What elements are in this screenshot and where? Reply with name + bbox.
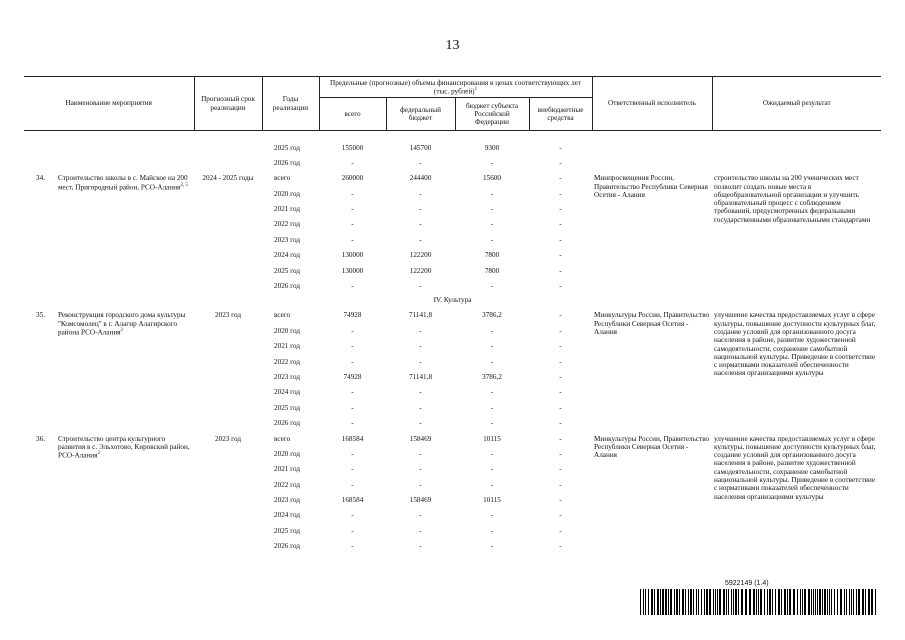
total-cell: - [351,357,354,366]
year-cell: 2021 год [274,465,300,474]
year-cell: 2022 год [274,480,300,489]
header-executor: Ответственный исполнитель [592,77,712,131]
project-result: улучшение качества предоставляемых услуг в сфере культуры, повышение доступности культурных благ, создание условий для организованного досуга населения в районе, развитие художественной самодеятельности, сохранение самобытной национальной культуры. Приведение в соответствие с нормативами показателей обеспеченности населения организациями культуры [714,434,876,501]
project-number: 35. [36,311,45,320]
extra-cell: - [559,449,562,458]
regional-cell: - [490,465,494,474]
regional-cell: 15600 [483,174,501,183]
table-row [24,432,881,447]
total-cell: - [351,158,354,167]
year-cell: 2021 год [274,342,300,351]
total-cell: - [351,220,354,229]
federal-cell: 122200 [409,266,432,275]
header-federal: федеральный бюджет [386,98,455,131]
regional-cell: 10115 [483,434,501,443]
project-result: улучшение качества предоставляемых услуг в сфере культуры, повышение доступности культурных благ, создание условий для организованного досуга населения в районе, развитие художественной самодеятельности, сохранение самобытной национальной культуры. Приведение в соответствие с нормативами показателей обеспеченности населения организациями культуры [714,311,876,378]
year-cell: 2024 год [274,388,300,397]
regional-cell: - [490,511,494,520]
regional-cell: - [490,449,494,458]
year-cell: 2024 год [274,511,300,520]
project-executor: Минпросвещения России, Правительство Республики Северная Осетия - Алания [594,174,708,199]
year-cell: 2026 год [274,419,300,428]
project-name-text: Строительство центра культурного развития в с. Эльхотово, Кировский район, РСО-Алания [58,434,190,460]
extra-cell: - [559,235,562,244]
project-number: 36. [36,434,45,443]
federal-cell: - [419,465,422,474]
year-cell: 2026 год [274,158,300,167]
year-cell: 2025 год [274,403,300,412]
total-cell: - [351,205,354,214]
extra-cell: - [559,174,562,183]
total-cell: 168584 [341,496,364,505]
federal-cell: - [419,403,422,412]
year-cell: 2025 год [274,526,300,535]
year-cell: 2023 год [274,235,300,244]
regional-cell: - [490,342,494,351]
year-cell: 2023 год [274,372,300,381]
year-cell: всего [274,434,291,443]
total-cell: - [351,189,354,198]
table-body [24,131,881,555]
regional-cell: - [490,235,494,244]
year-cell: 2026 год [274,282,300,291]
project-number: 34. [36,174,45,183]
total-cell: - [351,542,354,551]
extra-cell: - [559,542,562,551]
total-cell: 130000 [341,266,364,275]
total-cell: - [351,449,354,458]
total-cell: - [351,403,354,412]
section-row [24,294,881,308]
federal-cell: - [419,357,422,366]
header-total: всего [319,98,386,131]
header-name: Наименование мероприятия [24,77,194,131]
regional-cell: - [490,480,494,489]
regional-cell: - [490,158,494,167]
extra-cell: - [559,419,562,428]
project-executor: Минкультуры России, Правительство Республики Северная Осетия - Алания [594,311,710,336]
year-cell: 2025 год [274,143,300,152]
extra-cell: - [559,388,562,397]
extra-cell: - [559,511,562,520]
extra-cell: - [559,465,562,474]
project-name-text: Реконструкция городского дома культуры "Комсомолец" в г. Алагир Алагирского района РСО-Алания [58,311,186,337]
regional-cell: 10115 [483,496,501,505]
year-cell: 2022 год [274,357,300,366]
federal-cell: 244400 [409,174,432,183]
federal-cell: 71141,8 [408,311,433,320]
regional-cell: 3786,2 [482,311,502,320]
regional-cell: - [490,388,494,397]
extra-cell: - [559,311,562,320]
year-cell: 2021 год [274,205,300,214]
project-name-cell [24,171,194,294]
regional-cell: - [490,205,494,214]
federal-cell: - [419,282,422,291]
total-cell: - [351,388,354,397]
federal-cell: - [419,480,422,489]
project-name [58,174,190,191]
total-cell: - [351,511,354,520]
extra-cell: - [559,143,562,152]
extra-cell: - [559,496,562,505]
header-funding [319,77,592,98]
regional-cell: - [490,326,494,335]
header-funding-text: Предельные (прогнозные) объемы финансирования в ценах соответствующих лет (тыс. рублей) [330,78,581,96]
year-cell: всего [274,311,291,320]
federal-cell: 145700 [409,143,432,152]
extra-cell: - [559,282,562,291]
table-row [24,171,881,186]
project-executor: Минкультуры России, Правительство Республики Северная Осетия - Алания [594,434,710,460]
year-cell: 2023 год [274,496,300,505]
year-cell: 2026 год [274,542,300,551]
barcode-icon [640,589,880,615]
total-cell: 260000 [341,174,364,183]
extra-cell: - [559,403,562,412]
total-cell: 130000 [341,251,364,260]
federal-cell: - [419,511,422,520]
regional-cell: - [490,282,494,291]
total-cell: - [351,465,354,474]
project-name-cell [24,308,194,431]
extra-cell: - [559,220,562,229]
federal-cell: - [419,220,422,229]
extra-cell: - [559,372,562,381]
regional-cell: - [490,403,494,412]
year-cell: 2020 год [274,326,300,335]
federal-cell: 158469 [409,434,432,443]
extra-cell: - [559,326,562,335]
year-cell: всего [274,174,291,183]
total-cell: - [351,326,354,335]
total-cell: 74928 [343,311,362,320]
extra-cell: - [559,480,562,489]
header-years: Годы реализации [262,77,319,131]
year-cell: 2020 год [274,449,300,458]
regional-cell: 3786,2 [482,372,502,381]
regional-cell: 9300 [484,143,500,152]
extra-cell: - [559,158,562,167]
extra-cell: - [559,357,562,366]
project-term: 2024 - 2025 годы [202,174,254,183]
extra-cell: - [559,526,562,535]
project-term: 2023 год [215,311,241,320]
project-footnote: 2 [120,327,123,333]
total-cell: - [351,526,354,535]
total-cell: - [351,342,354,351]
page-number: 13 [445,38,460,53]
extra-cell: - [559,189,562,198]
regional-cell: - [490,189,494,198]
table-header [24,77,881,131]
federal-cell: - [419,542,422,551]
project-name [58,311,190,336]
extra-cell: - [559,266,562,275]
project-footnote: 2, 5 [180,182,188,188]
financing-table [24,76,881,555]
project-footnote: 2 [97,451,100,457]
federal-cell: 158469 [409,496,432,505]
header-extra: внебюджетные средства [529,98,592,131]
federal-cell: - [419,526,422,535]
total-cell: 168584 [341,434,364,443]
extra-cell: - [559,342,562,351]
regional-cell: - [490,357,494,366]
regional-cell: - [490,220,494,229]
federal-cell: - [419,158,422,167]
federal-cell: 122200 [409,251,432,260]
extra-cell: - [559,205,562,214]
regional-cell: 7800 [484,251,500,260]
federal-cell: - [419,235,422,244]
regional-cell: - [490,542,494,551]
year-cell: 2020 год [274,189,300,198]
federal-cell: - [419,205,422,214]
header-regional: бюджет субъекта Российской Федерации [455,98,529,131]
extra-cell: - [559,434,562,443]
document-code: 5922149 (1.4) [725,580,769,587]
federal-cell: 71141,8 [408,372,433,381]
project-name-cell [24,432,194,555]
header-funding-sup: 1 [474,86,478,92]
total-cell: - [351,282,354,291]
project-term: 2023 год [215,434,241,443]
federal-cell: - [419,189,422,198]
total-cell: 155000 [341,143,364,152]
table-row [24,308,881,323]
year-cell: 2025 год [274,266,300,275]
header-term: Прогнозный срок реализации [194,77,262,131]
regional-cell: - [490,526,494,535]
federal-cell: - [419,342,422,351]
year-cell: 2022 год [274,220,300,229]
federal-cell: - [419,326,422,335]
header-result: Ожидаемый результат [712,77,881,131]
project-name [58,435,190,460]
regional-cell: - [490,419,494,428]
total-cell: - [351,235,354,244]
extra-cell: - [559,251,562,260]
table-row [24,156,881,171]
year-cell: 2024 год [274,251,300,260]
project-name-text: Строительство школы в с. Майское на 200 мест, Пригородный район, РСО-Алания [58,174,188,191]
total-cell: 74928 [343,372,362,381]
total-cell: - [351,419,354,428]
federal-cell: - [419,419,422,428]
federal-cell: - [419,449,422,458]
regional-cell: 7800 [484,266,500,275]
project-result: строительство школы на 200 ученических мест позволит создать новые места в общеобразовательной организации и улучшить образовательный процесс с соблюдением требований, предусмотренных федеральными государственными образовательными стандартами [714,174,871,224]
table-row [24,141,881,156]
section-title: IV. Культура [433,296,472,305]
federal-cell: - [419,388,422,397]
total-cell: - [351,480,354,489]
